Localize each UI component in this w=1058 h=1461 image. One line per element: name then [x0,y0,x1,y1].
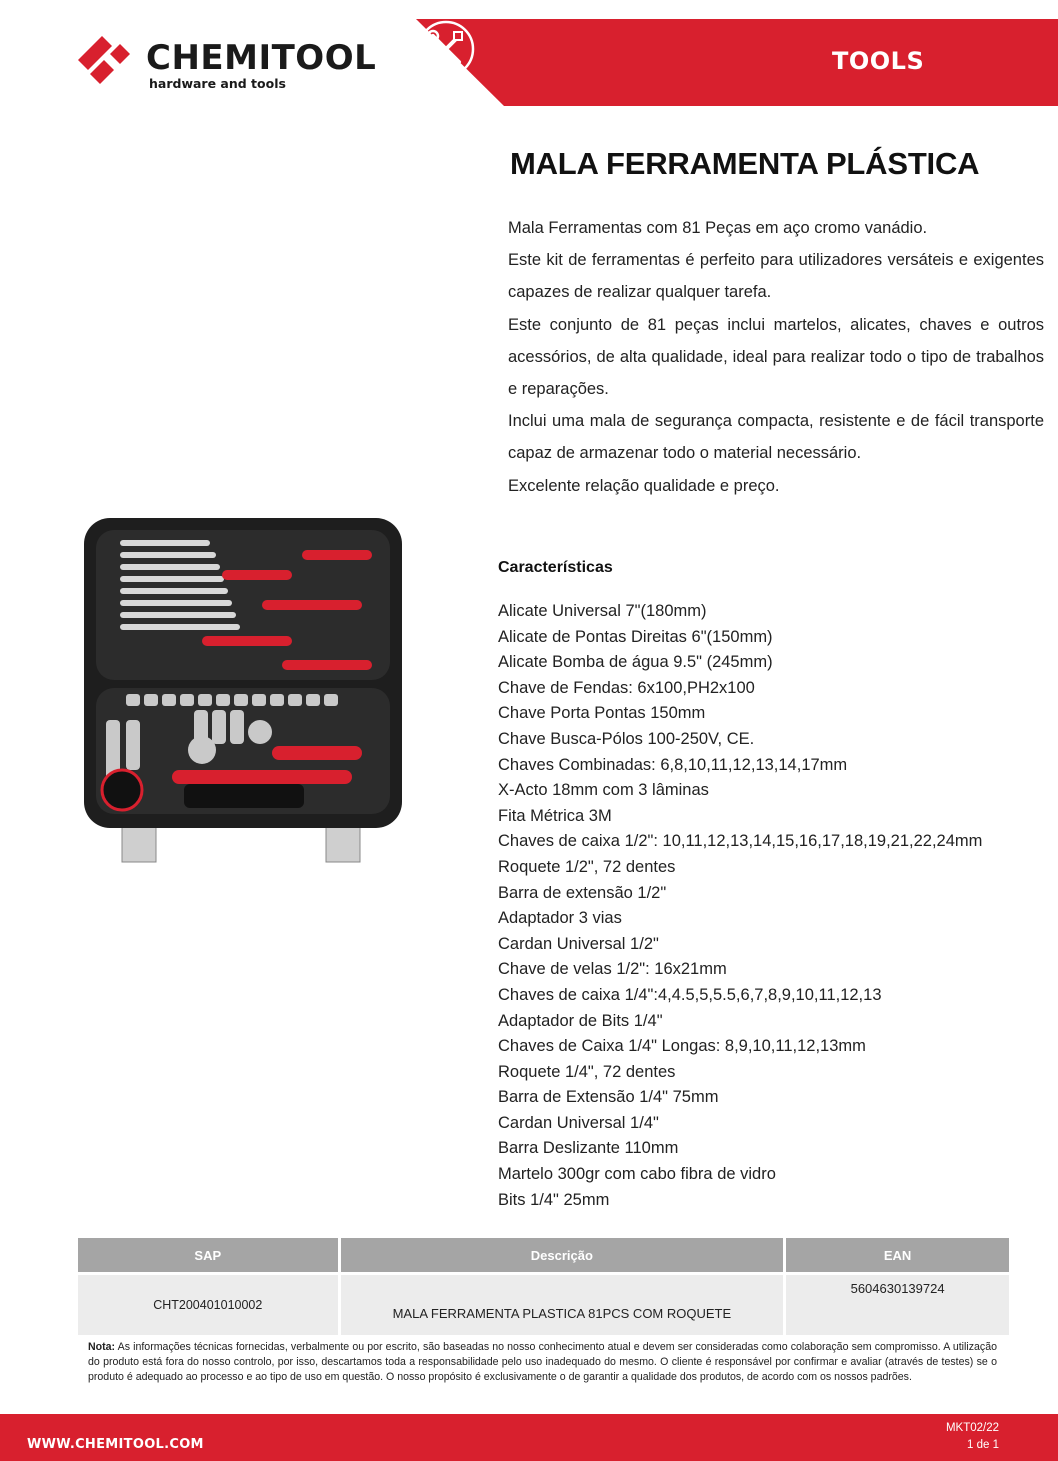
description-paragraph: Mala Ferramentas com 81 Peças em aço cromo vanádio. [508,219,928,237]
description-paragraph: Inclui uma mala de segurança compacta, resistente e de fácil transporte capaz de armazenar todo o material necessário. [508,412,1044,463]
product-description [508,212,1044,502]
feature-item: Adaptador 3 vias [498,909,622,928]
feature-item: Barra de Extensão 1/4" 75mm [498,1088,719,1107]
footer-band [0,1414,1058,1461]
feature-item: Chaves Combinadas: 6,8,10,11,12,13,14,17mm [498,755,848,774]
cell-ean: 5604630139724 [786,1272,1009,1335]
table-row [78,1272,1009,1335]
category-label: TOOLS [832,47,925,75]
feature-item: Fita Métrica 3M [498,806,612,825]
features-list [498,599,982,1213]
product-table [75,1238,1012,1335]
cell-descricao: MALA FERRAMENTA PLASTICA 81PCS COM ROQUETE [341,1272,784,1335]
feature-item: Chave de Fendas: 6x100,PH2x100 [498,678,755,697]
crossed-tools-icon [416,19,476,79]
toolbox-image [82,514,404,866]
description-paragraph: Este kit de ferramentas é perfeito para utilizadores versáteis e exigentes capazes de realizar qualquer tarefa. [508,251,1044,302]
feature-item: X-Acto 18mm com 3 lâminas [498,781,709,800]
feature-item: Martelo 300gr com cabo fibra de vidro [498,1165,776,1184]
feature-item: Chaves de caixa 1/2": 10,11,12,13,14,15,16,17,18,19,21,22,24mm [498,832,983,851]
header-descricao: Descrição [341,1238,784,1272]
feature-item: Barra Deslizante 110mm [498,1139,679,1158]
feature-item: Chaves de caixa 1/4":4,4.5,5,5.5,6,7,8,9,10,11,12,13 [498,985,882,1004]
description-paragraph: Excelente relação qualidade e preço. [508,476,780,495]
feature-item: Cardan Universal 1/4" [498,1113,659,1132]
chemitool-logo-mark-icon [76,34,136,90]
feature-item: Chaves de Caixa 1/4" Longas: 8,9,10,11,12,13mm [498,1037,866,1056]
description-paragraph: Este conjunto de 81 peças inclui martelos, alicates, chaves e outros acessórios, de alta qualidade, ideal para realizar todo o tipo de trabalhos e reparações. [508,315,1044,399]
feature-item: Cardan Universal 1/2" [498,934,659,953]
feature-item: Bits 1/4" 25mm [498,1190,610,1209]
feature-item: Alicate Bomba de água 9.5" (245mm) [498,653,773,672]
header-ean: EAN [786,1238,1009,1272]
note-text: As informações técnicas fornecidas, verbalmente ou por escrito, são baseadas no nosso conhecimento atual e devem ser consideradas como colaboração sem compromisso. A utilização do produto está fora do nosso controlo, por isso, descartamos toda a responsabilidade pelo uso inadequado do mesmo. O cliente é responsável por confirmar e avaliar (através de testes) se o produto é adequado ao processo e ao tipo de uso em questão. O nosso propósito é exclusivamente o de garantir a qualidade dos produtos, de acordo com os nossos padrões. [88,1341,997,1383]
feature-item: Chave Busca-Pólos 100-250V, CE. [498,729,755,748]
features-heading: Características [498,559,613,576]
category-header-band [416,19,1058,106]
feature-item: Alicate de Pontas Direitas 6"(150mm) [498,627,773,646]
note-label: Nota: [88,1341,116,1353]
header-band-shape [416,19,1058,106]
feature-item: Roquete 1/2", 72 dentes [498,857,676,876]
feature-item: Barra de extensão 1/2" [498,883,667,902]
page-number: 1 de 1 [967,1439,999,1451]
footer-website-link[interactable]: WWW.CHEMITOOL.COM [27,1437,204,1452]
feature-item: Alicate Universal 7"(180mm) [498,602,707,620]
table-header-row [78,1238,1009,1272]
feature-item: Roquete 1/4", 72 dentes [498,1062,676,1081]
disclaimer-note [88,1340,997,1384]
chemitool-logo [76,32,396,96]
product-title: MALA FERRAMENTA PLÁSTICA [510,146,980,181]
feature-item: Chave Porta Pontas 150mm [498,704,706,723]
brand-name: CHEMITOOL [146,38,377,78]
document-code: MKT02/22 [945,1422,999,1434]
feature-item: Adaptador de Bits 1/4" [498,1011,663,1030]
header-sap: SAP [78,1238,338,1272]
cell-sap: CHT200401010002 [78,1272,338,1335]
feature-item: Chave de velas 1/2": 16x21mm [498,960,727,979]
brand-tagline: hardware and tools [149,76,286,91]
